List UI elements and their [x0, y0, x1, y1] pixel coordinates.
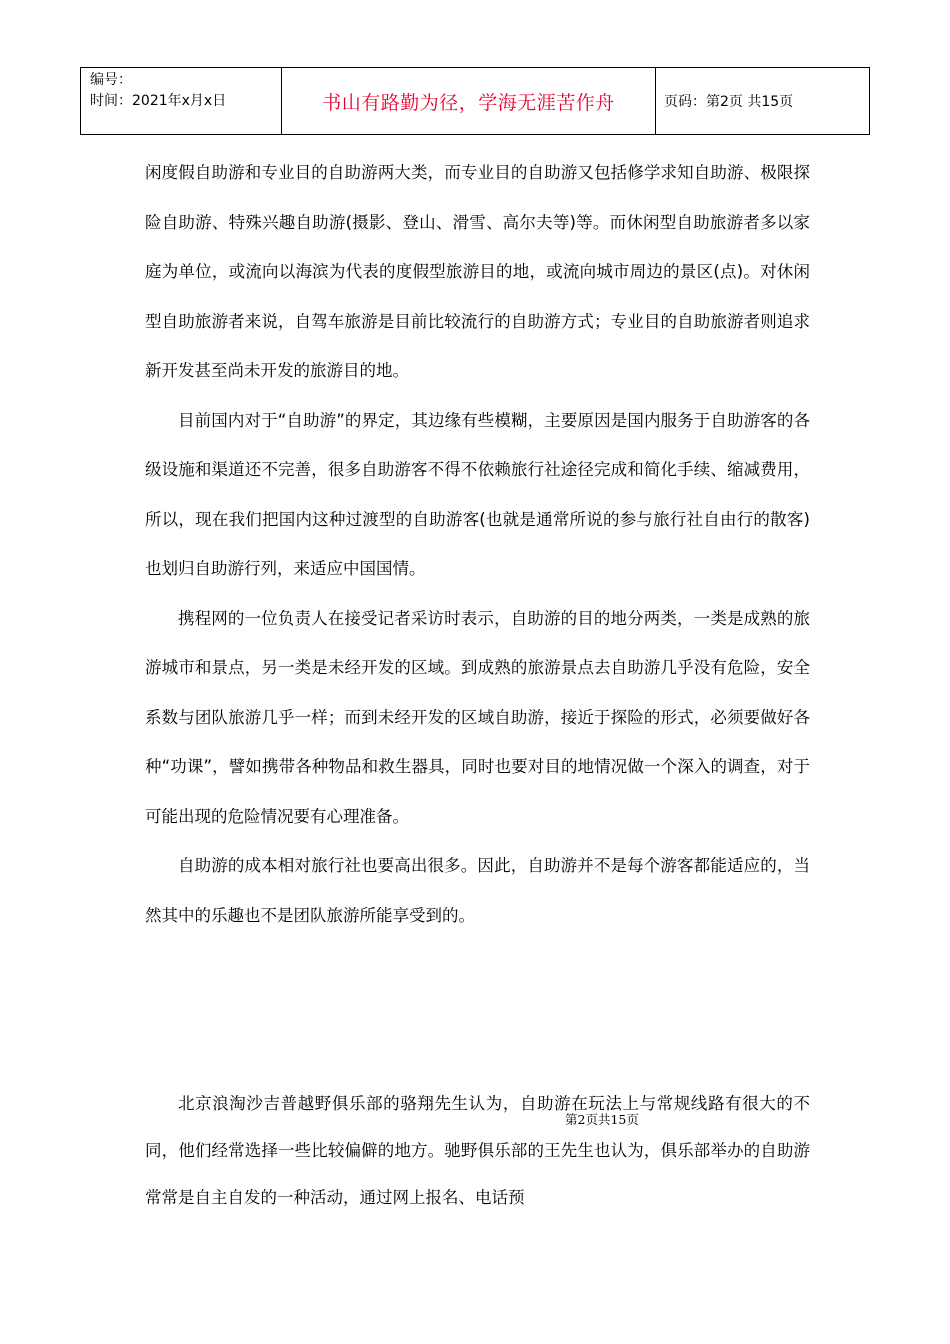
paragraph: 自助游的成本相对旅行社也要高出很多。因此，自助游并不是每个游客都能适应的，当然其中的乐趣也不是团队旅游所能享受到的。: [145, 856, 810, 925]
document-date-label: 时间：2021年x月x日: [90, 93, 227, 109]
header-motto: 书山有路勤为径，学海无涯苦作舟: [282, 68, 656, 134]
paragraph: 目前国内对于“自助游”的界定，其边缘有些模糊，主要原因是国内服务于自助游客的各级设施和渠道还不完善，很多自助游客不得不依赖旅行社途径完成和简化手续、缩减费用，所以，现在我们把国内这种过渡型的自助游客(也就是通常所说的参与旅行社自由行的散客)也划归自助游行列，来适应中国国情。: [145, 410, 810, 578]
document-body: [145, 148, 810, 940]
paragraph-continued: 闲度假自助游和专业目的自助游两大类，而专业目的自助游又包括修学求知自助游、极限探险自助游、特殊兴趣自助游(摄影、登山、滑雪、高尔夫等)等。而休闲型自助旅游者多以家庭为单位，或流向以海滨为代表的度假型旅游目的地，或流向城市周边的景区(点)。对休闲型自助旅游者来说，自驾车旅游是目前比较流行的自助游方式；专业目的自助旅游者则追求新开发甚至尚未开发的旅游目的地。: [145, 163, 810, 380]
paragraph: 北京浪淘沙吉普越野俱乐部的骆翔先生认为，自助游在玩法上与常规线路有很大的不同，他们经常选择一些比较偏僻的地方。驰野俱乐部的王先生也认为，俱乐部举办的自助游常常是自主自发的一种活动，通过网上报名、电话预: [145, 1094, 810, 1207]
document-header: [80, 67, 870, 135]
document-body-continued: [145, 1080, 810, 1221]
header-page-label: 页码：第2页 共15页: [664, 94, 794, 110]
paragraph: 携程网的一位负责人在接受记者采访时表示，自助游的目的地分两类，一类是成熟的旅游城市和景点，另一类是未经开发的区域。到成熟的旅游景点去自助游几乎没有危险，安全系数与团队旅游几乎一样；而到未经开发的区域自助游，接近于探险的形式，必须要做好各种“功课”，譬如携带各种物品和救生器具，同时也要对目的地情况做一个深入的调查，对于可能出现的危险情况要有心理准备。: [145, 608, 810, 826]
page-footer-note: 第2页共15页: [565, 1112, 639, 1127]
document-number-label: 编号：: [90, 72, 132, 88]
header-meta-cell: [81, 68, 282, 134]
